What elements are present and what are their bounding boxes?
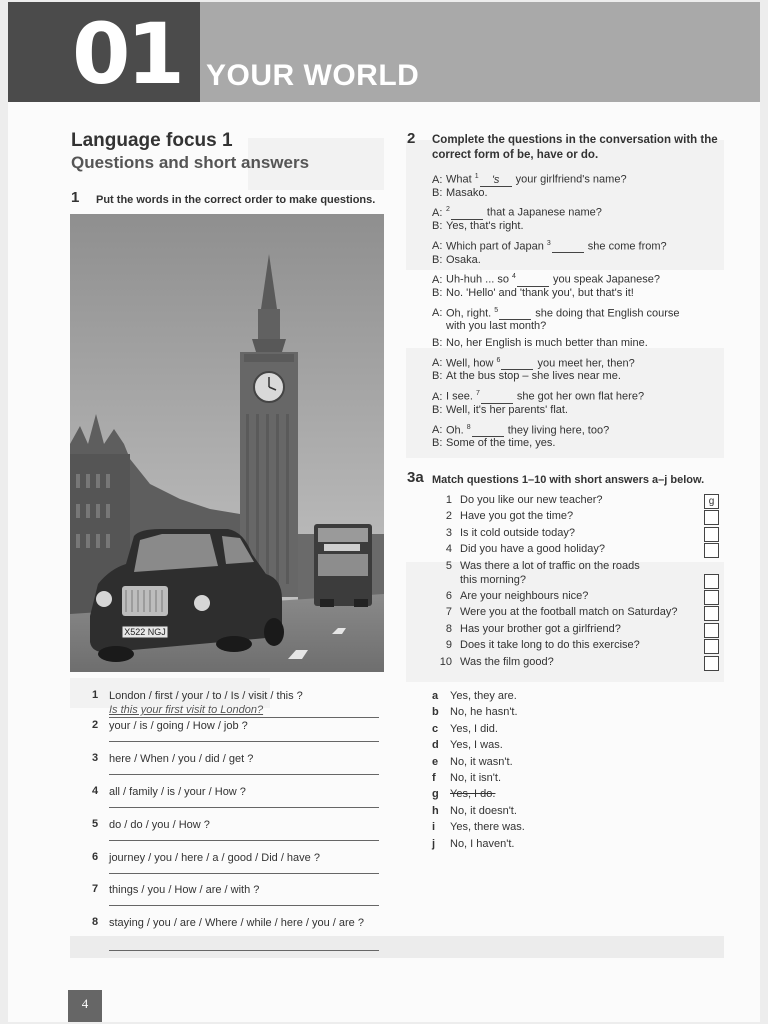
question-text: Do you like our new teacher? — [460, 494, 603, 506]
show-through-band — [70, 936, 724, 958]
answer-letter: j — [432, 837, 436, 850]
speaker-label: A: — [432, 390, 443, 403]
answer-text: Yes, I do. — [450, 788, 496, 801]
answer-letter: b — [432, 706, 439, 719]
speaker-label: B: — [432, 337, 443, 349]
question-number: 9 — [445, 639, 452, 652]
ex1-item-number: 8 — [92, 916, 99, 928]
question-number: 3 — [445, 526, 452, 539]
dialogue-text: A: Oh. $^8$ they living here, too? — [432, 423, 610, 437]
answer-checkbox[interactable] — [704, 656, 719, 671]
speaker-label: A: — [432, 357, 443, 370]
ex1-item-words: all / family / is / your / How ? — [109, 786, 246, 798]
dialogue-text: A: Well, how $^6$ you meet her, then? — [432, 356, 635, 370]
gap-blank[interactable] — [499, 308, 531, 320]
gap-blank[interactable] — [517, 275, 549, 287]
speaker-label: B: — [432, 437, 443, 450]
question-text: Is it cold outside today? — [460, 526, 575, 539]
dialogue-text: with you last month? — [446, 320, 547, 333]
gap-number: 4 — [512, 273, 516, 281]
gap-number: 5 — [494, 306, 499, 314]
answer-letter: a — [432, 690, 439, 702]
dialogue-text: B: Yes, that's right. — [432, 220, 524, 233]
workbook-page — [8, 2, 760, 1022]
question-text: Were you at the football match on Saturday? — [460, 606, 678, 619]
answer-letter: h — [432, 804, 439, 817]
answer-line[interactable] — [109, 840, 379, 841]
answer-text: No, it wasn't. — [450, 755, 513, 768]
dialogue-text: B: Osaka. — [432, 253, 481, 266]
answer-letter: f — [432, 772, 436, 784]
gap-number: 8 — [466, 423, 471, 431]
ex2-instruction-text: Complete the questions in the conversation with the correct form of be, have or do. — [432, 134, 718, 161]
answer-text: Yes, they are. — [450, 690, 517, 702]
answer-text: No, I haven't. — [450, 837, 515, 850]
answer-line[interactable] — [109, 873, 379, 874]
question-text: Does it take long to do this exercise? — [460, 639, 640, 652]
answer-text: No, it isn't. — [450, 772, 502, 784]
dialogue-text: A: Uh-huh ... so $^4$ you speak Japanese? — [432, 273, 660, 286]
speaker-label: B: — [432, 186, 443, 199]
answer-letter: i — [432, 821, 436, 834]
speaker-label: B: — [432, 253, 443, 266]
ex2-number: 2 — [407, 130, 416, 147]
gap-blank[interactable] — [472, 425, 504, 437]
question-number: 7 — [445, 606, 452, 619]
dialogue-text: A: I see. $^7$ she got her own flat here? — [432, 390, 645, 403]
question-number: 4 — [445, 543, 452, 556]
answer-line[interactable] — [109, 741, 379, 742]
answer-letter: c — [432, 722, 439, 735]
gap-blank[interactable] — [501, 358, 533, 370]
ex1-item-words: journey / you / here / a / good / Did / have ? — [109, 852, 320, 864]
answer-letter: g — [432, 788, 439, 801]
dialogue-text: A: $^2$ that a Japanese name? — [432, 206, 602, 220]
ex1-number: 1 — [71, 189, 80, 206]
ex3a-instruction: Match questions 1–10 with short answers a–j below. — [432, 474, 705, 486]
ex2-instruction — [432, 133, 728, 163]
answer-line[interactable] — [109, 717, 379, 718]
ex1-item-words: London / first / your / to / Is / visit / this ? — [109, 690, 303, 702]
speaker-label: B: — [432, 370, 443, 383]
answer-letter: d — [432, 739, 439, 752]
question-number: 6 — [445, 590, 452, 602]
gap-blank[interactable] — [481, 392, 513, 404]
answer-checkbox[interactable]: g — [704, 494, 719, 509]
answer-text: Yes, I was. — [450, 739, 503, 752]
gap-number: 7 — [475, 390, 480, 398]
question-text: Was the film good? — [460, 655, 554, 668]
ex1-item-words: do / do / you / How ? — [109, 819, 210, 831]
question-text: Has your brother got a girlfriend? — [460, 622, 621, 635]
london-taxi-big-ben-photo — [70, 214, 384, 672]
speaker-label: A: — [432, 240, 443, 253]
question-text: this morning? — [460, 573, 527, 586]
question-number: 2 — [445, 510, 452, 523]
page-number: 4 — [81, 996, 89, 1011]
gap-number: 2 — [446, 206, 450, 214]
section-title: Language focus 1 — [71, 130, 233, 151]
gap-number: 3 — [546, 239, 551, 247]
ex1-item-number: 1 — [92, 689, 99, 701]
unit-number: 01 — [72, 5, 181, 103]
speaker-label: A: — [432, 307, 443, 320]
answer-checkbox[interactable] — [704, 639, 719, 654]
license-plate: X522 NGJ — [124, 627, 166, 637]
ex1-item-words: things / you / How / are / with ? — [109, 884, 260, 896]
question-text: Did you have a good holiday? — [460, 543, 605, 556]
gap-blank[interactable]: 's — [480, 175, 512, 187]
question-number: 8 — [445, 622, 452, 635]
gap-number: 6 — [496, 356, 501, 364]
dialogue-text: A: Which part of Japan $^3$ she come from? — [432, 239, 667, 253]
question-number: 5 — [445, 559, 452, 572]
answer-line[interactable] — [109, 807, 379, 808]
question-text: Have you got the time? — [460, 510, 574, 523]
speaker-label: A: — [432, 207, 443, 220]
gap-blank[interactable] — [451, 208, 483, 220]
unit-title: YOUR WORLD — [206, 59, 420, 92]
answer-line[interactable] — [109, 950, 379, 951]
dialogue-text: B: Masako. — [432, 186, 488, 199]
question-text: Are your neighbours nice? — [460, 590, 589, 602]
ex1-item-number: 7 — [92, 883, 99, 895]
question-number: 10 — [439, 655, 452, 668]
answer-checkbox[interactable] — [704, 590, 719, 605]
answer-text: Yes, I did. — [450, 722, 498, 735]
dialogue-text: B: At the bus stop – she lives near me. — [432, 370, 621, 383]
gap-blank[interactable] — [552, 241, 584, 253]
dialogue-text: A: Oh, right. $^5$ she doing that English course — [432, 306, 680, 320]
gap-number: 1 — [474, 173, 479, 180]
answer-line[interactable] — [109, 774, 379, 775]
ex1-item-words: staying / you / are / Where / while / here / you / are ? — [109, 917, 364, 929]
speaker-label: A: — [432, 173, 443, 186]
ex1-item-number: 3 — [92, 752, 99, 764]
answer-checkbox[interactable] — [704, 543, 719, 558]
ex1-item-words: your / is / going / How / job ? — [109, 720, 248, 732]
ex3a-number: 3a — [407, 469, 424, 486]
answer-checkbox[interactable] — [704, 510, 719, 525]
speaker-label: B: — [432, 286, 443, 299]
speaker-label: A: — [432, 273, 443, 286]
dialogue-text: B: No, her English is much better than mine. — [432, 337, 648, 349]
speaker-label: B: — [432, 403, 443, 416]
ex1-item-number: 5 — [92, 818, 99, 830]
answer-checkbox[interactable] — [704, 623, 719, 638]
speaker-label: A: — [432, 424, 443, 437]
dialogue-text: B: Well, it's her parents' flat. — [432, 403, 568, 416]
section-subtitle: Questions and short answers — [71, 153, 310, 172]
answer-checkbox[interactable] — [704, 574, 719, 589]
ex1-item-number: 6 — [92, 851, 99, 863]
ex1-item-number: 4 — [92, 785, 99, 797]
ex1-item-answer: Is this your first visit to London? — [109, 704, 264, 716]
answer-checkbox[interactable] — [704, 527, 719, 542]
answer-checkbox[interactable] — [704, 606, 719, 621]
answer-letter: e — [432, 755, 439, 768]
answer-text: Yes, there was. — [450, 821, 525, 834]
ex1-item-words: here / When / you / did / get ? — [109, 753, 254, 765]
speaker-label: B: — [432, 220, 443, 233]
answer-line[interactable] — [109, 905, 379, 906]
question-number: 1 — [445, 494, 452, 506]
dialogue-text: A: What $^1$ 's your girlfriend's name? — [432, 173, 627, 186]
dialogue-text: B: Some of the time, yes. — [432, 437, 556, 450]
answer-text: No, he hasn't. — [450, 706, 518, 719]
answer-text: No, it doesn't. — [450, 804, 517, 817]
ex1-item-number: 2 — [92, 719, 99, 731]
ex1-instruction: Put the words in the correct order to make questions. — [96, 194, 376, 206]
question-text: Was there a lot of traffic on the roads — [460, 559, 640, 572]
dialogue-text: B: No. 'Hello' and 'thank you', but that's it! — [432, 286, 634, 299]
